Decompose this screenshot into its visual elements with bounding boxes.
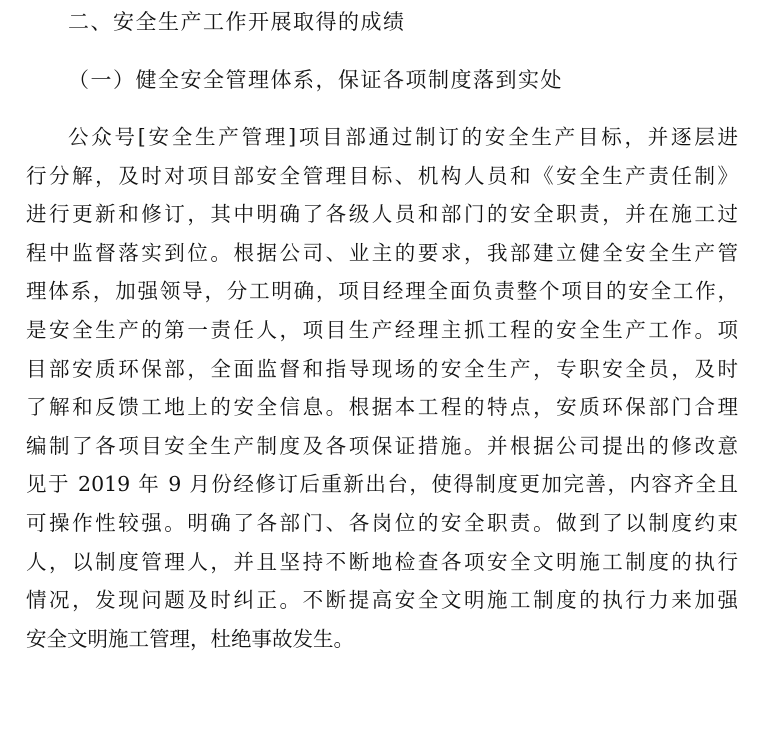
paragraph-line: 了解和反馈工地上的安全信息。根据本工程的特点，安质环保部门合理: [26, 395, 738, 420]
paragraph-line: 见于 2019 年 9 月份经修订后重新出台，使得制度更加完善，内容齐全且: [26, 472, 738, 497]
subsection-heading: （一）健全安全管理体系，保证各项制度落到实处: [68, 68, 563, 92]
paragraph-line: 是安全生产的第一责任人，项目生产经理主抓工程的安全生产工作。项: [26, 317, 738, 342]
paragraph-line: 编制了各项目安全生产制度及各项保证措施。并根据公司提出的修改意: [26, 433, 738, 458]
paragraph-line: 人，以制度管理人，并且坚持不断地检查各项安全文明施工制度的执行: [26, 549, 738, 574]
paragraph-line: 进行更新和修订，其中明确了各级人员和部门的安全职责，并在施工过: [26, 202, 738, 227]
body-paragraph: [26, 122, 738, 662]
paragraph-line: 情况，发现问题及时纠正。不断提高安全文明施工制度的执行力来加强: [26, 588, 738, 613]
paragraph-line: 公众号[安全生产管理]项目部通过制订的安全生产目标，并逐层进: [68, 125, 738, 149]
paragraph-line: 理体系，加强领导，分工明确，项目经理全面负责整个项目的安全工作，: [26, 279, 738, 304]
paragraph-line: 程中监督落实到位。根据公司、业主的要求，我部建立健全安全生产管: [26, 240, 738, 265]
paragraph-line: 目部安质环保部，全面监督和指导现场的安全生产，专职安全员，及时: [26, 356, 738, 381]
paragraph-line: 行分解，及时对项目部安全管理目标、机构人员和《安全生产责任制》: [26, 163, 738, 188]
section-heading: 二、安全生产工作开展取得的成绩: [68, 10, 406, 34]
paragraph-line: 可操作性较强。明确了各部门、各岗位的安全职责。做到了以制度约束: [26, 510, 738, 535]
paragraph-line: 安全文明施工管理，杜绝事故发生。: [26, 626, 354, 651]
